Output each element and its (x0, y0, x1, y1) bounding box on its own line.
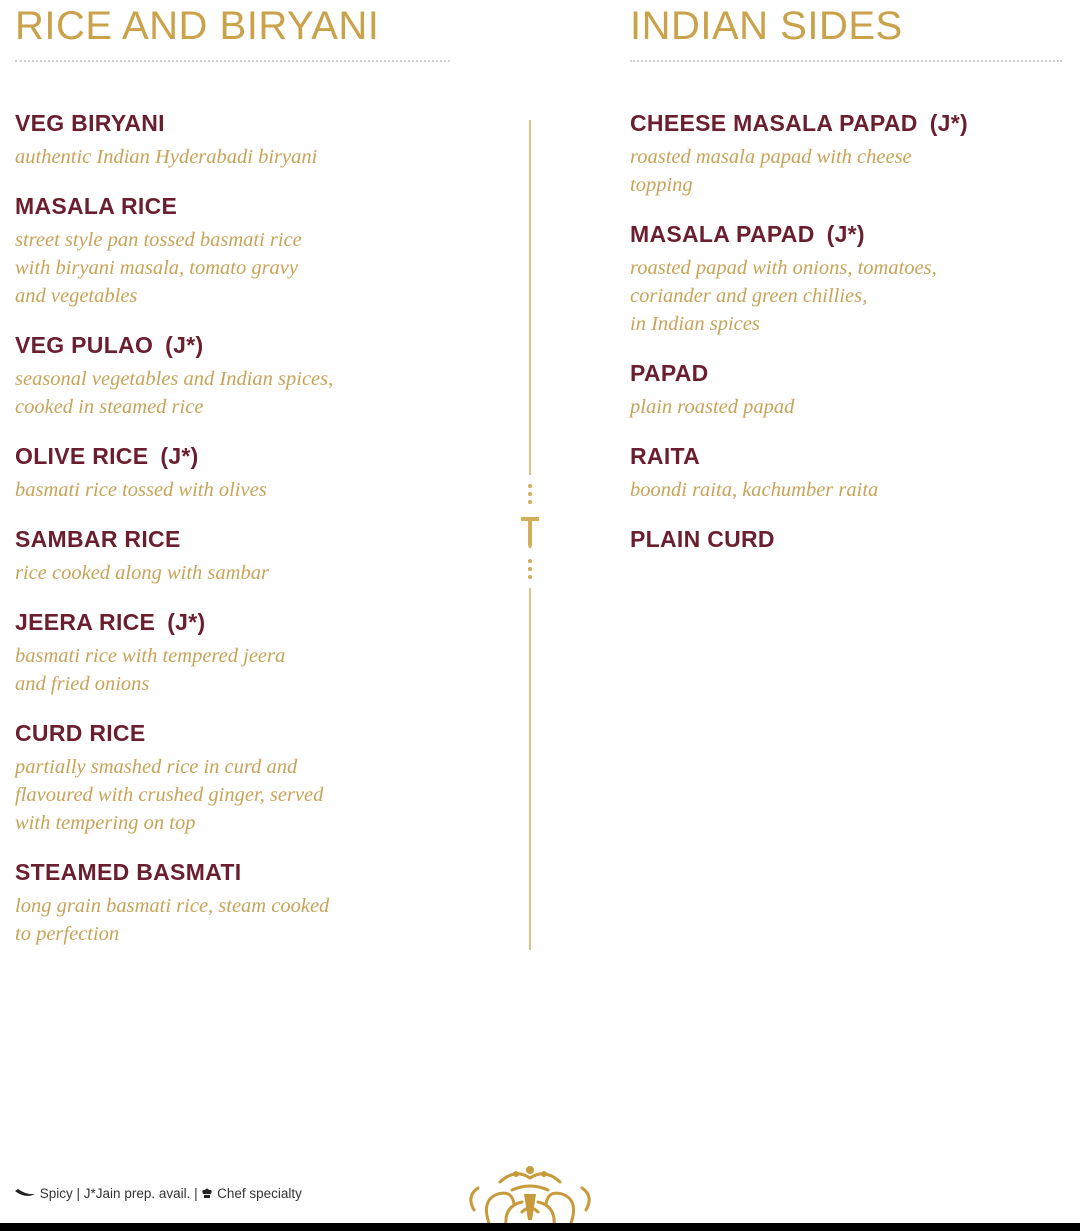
ornate-crest-logo (460, 1160, 600, 1231)
jain-tag: (J*) (826, 221, 865, 247)
menu-item-description: plain roasted papad (630, 396, 795, 418)
section-title-indian-sides: INDIAN SIDES (630, 4, 903, 48)
menu-item-name (15, 443, 450, 469)
menu-item-title: RAITA (630, 443, 701, 469)
menu-item-description: seasonal vegetables and Indian spices, cooked in steamed rice (15, 368, 334, 418)
menu-item-description: boondi raita, kachumber raita (630, 479, 879, 501)
menu-item-description: rice cooked along with sambar (15, 562, 269, 584)
menu-item-title: CURD RICE (15, 720, 146, 746)
t-monogram-icon (520, 120, 540, 950)
menu-item (15, 720, 450, 837)
menu-item-description: basmati rice with tempered jeera and fried onions (15, 645, 286, 695)
jain-tag: (J*) (929, 110, 968, 136)
jain-tag: (J*) (160, 443, 199, 469)
menu-item-title: JEERA RICE (15, 609, 156, 635)
menu-item-title: OLIVE RICE (15, 443, 149, 469)
title-underline (630, 60, 1062, 62)
chili-icon (14, 1188, 36, 1198)
menu-item-description: long grain basmati rice, steam cooked to perfection (15, 895, 330, 945)
menu-item (15, 609, 450, 698)
menu-item-name (15, 859, 450, 885)
menu-item (15, 110, 450, 171)
title-underline (15, 60, 450, 62)
menu-item (630, 221, 1062, 338)
menu-legend (14, 1185, 302, 1201)
menu-item (15, 332, 450, 421)
bottom-bar (0, 1223, 1080, 1231)
legend-separator: | (190, 1185, 202, 1201)
menu-item (15, 859, 450, 948)
menu-item (15, 443, 450, 504)
menu-item-description: roasted masala papad with cheese topping (630, 146, 912, 196)
menu-item-description: basmati rice tossed with olives (15, 479, 267, 501)
menu-item-name (15, 110, 450, 136)
menu-item (15, 526, 450, 587)
menu-item (15, 193, 450, 310)
menu-item-description: roasted papad with onions, tomatoes, coriander and green chillies, in Indian spices (630, 257, 937, 335)
menu-item-description: street style pan tossed basmati rice with biryani masala, tomato gravy and vegetables (15, 229, 302, 307)
jain-tag: (J*) (167, 609, 206, 635)
menu-item (630, 526, 1062, 552)
menu-item-title: VEG BIRYANI (15, 110, 165, 136)
menu-item-title: VEG PULAO (15, 332, 154, 358)
menu-item-name (630, 110, 1062, 136)
rice-biryani-column (15, 0, 450, 948)
menu-item-name (630, 526, 1062, 552)
menu-item (630, 360, 1062, 421)
menu-item-title: PLAIN CURD (630, 526, 775, 552)
rice-biryani-items (15, 110, 450, 948)
menu-item-title: PAPAD (630, 360, 709, 386)
menu-item-name (15, 193, 450, 219)
menu-item-name (15, 720, 450, 746)
indian-sides-column (630, 0, 1062, 552)
legend-spicy: Spicy (39, 1185, 73, 1201)
legend-chef: Chef specialty (217, 1185, 302, 1201)
indian-sides-items (630, 110, 1062, 552)
column-divider (520, 120, 540, 950)
chef-hat-icon (201, 1187, 213, 1199)
jain-tag: (J*) (165, 332, 204, 358)
menu-item-description: authentic Indian Hyderabadi biryani (15, 146, 318, 168)
menu-item-title: MASALA RICE (15, 193, 178, 219)
menu-item-title: STEAMED BASMATI (15, 859, 242, 885)
menu-item (630, 110, 1062, 199)
legend-separator: | (72, 1185, 84, 1201)
menu-item-name (15, 332, 450, 358)
menu-item-title: SAMBAR RICE (15, 526, 181, 552)
menu-item (630, 443, 1062, 504)
menu-item-name (630, 360, 1062, 386)
legend-jain: J*Jain prep. avail. (83, 1185, 191, 1201)
menu-item-name (15, 609, 450, 635)
menu-item-title: MASALA PAPAD (630, 221, 815, 247)
menu-item-title: CHEESE MASALA PAPAD (630, 110, 918, 136)
menu-item-name (15, 526, 450, 552)
menu-item-name (630, 221, 1062, 247)
section-title-rice-biryani: RICE AND BIRYANI (15, 4, 380, 48)
menu-item-name (630, 443, 1062, 469)
menu-item-description: partially smashed rice in curd and flavoured with crushed ginger, served with tempering on top (15, 756, 324, 834)
